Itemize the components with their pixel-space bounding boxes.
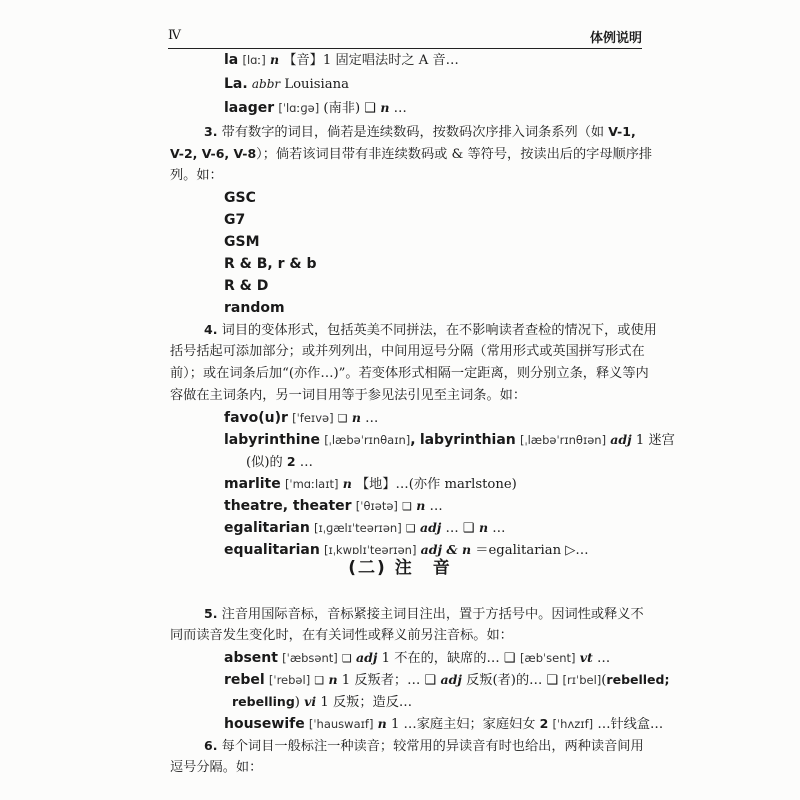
example-g7: G7 <box>224 212 246 228</box>
example-rb: R & B, r & b <box>224 256 317 272</box>
entry-equalitarian: equalitarian [ɪˌkwɒlɪˈteərɪən] adj & n ＝egalitarian ▷… <box>224 542 589 558</box>
example-gsm: GSM <box>224 234 260 250</box>
para5-line2: 同而读音发生变化时，在有关词性或释义前另注音标。如： <box>170 628 513 643</box>
entry-marlite: marlite [ˈmɑːlaɪt] n 【地】…(亦作 marlstone) <box>224 476 517 492</box>
page-number: Ⅳ <box>168 28 181 43</box>
section-heading-phonetics: (二) 注 音 <box>348 558 452 578</box>
entry-housewife: housewife [ˈhauswaɪf] n 1 …家庭主妇；家庭妇女 2 [ˈhʌzɪf] …针线盒… <box>224 716 664 732</box>
entry-favour: favo(u)r [ˈfeɪvə] ❑ n … <box>224 410 379 426</box>
para3-line1: 3. 带有数字的词目，倘若是连续数码，按数码次序排入词条系列（如 V-1, <box>204 124 636 140</box>
page-header <box>168 24 642 49</box>
entry-theatre: theatre, theater [ˈθɪətə] ❑ n … <box>224 498 443 514</box>
para4-line4: 容做在主词条内，另一词目用等于参见法引见至主词条。如： <box>170 388 527 403</box>
example-gsc: GSC <box>224 190 256 206</box>
entry-egalitarian: egalitarian [ɪˌɡælɪˈteərɪən] ❑ adj … ❑ n … <box>224 520 506 536</box>
running-title: 体例说明 <box>589 31 642 46</box>
para6-line2: 逗号分隔。如： <box>170 760 263 775</box>
entry-La: La. abbr Louisiana <box>224 76 349 92</box>
para4-line2: 括号括起可添加部分；或并列列出，中间用逗号分隔（常用形式或英国拼写形式在 <box>170 344 645 359</box>
example-rd: R & D <box>224 278 269 294</box>
entry-labyrinthine-cont: (似)的 2 … <box>246 454 313 470</box>
para3-line3: 列。如： <box>170 168 223 183</box>
para5-line1: 5. 注音用国际音标，音标紧接主词目注出，置于方括号中。因词性或释义不 <box>204 606 644 622</box>
entry-rebel: rebel [ˈrebəl] ❑ n 1 反叛者；… ❑ adj 反叛(者)的… ❑ [rɪˈbel](rebelled; <box>224 672 670 688</box>
entry-la: la [lɑː] n 【音】1 固定唱法时之 A 音… <box>224 52 459 68</box>
para4-line1: 4. 词目的变体形式，包括英美不同拼法，在不影响读者查检的情况下，或使用 <box>204 322 657 338</box>
entry-labyrinthine: labyrinthine [ˌlæbəˈrɪnθaɪn], labyrinthian [ˌlæbəˈrɪnθɪən] adj 1 迷宫 <box>224 432 675 448</box>
entry-rebel-cont: rebelling) vi 1 反叛；造反… <box>232 694 413 710</box>
para3-line2: V-2, V-6, V-8）；倘若该词目带有非连续数码或 & 等符号，按读出后的字母顺序排 <box>170 146 653 162</box>
example-random: random <box>224 300 285 316</box>
para6-line1: 6. 每个词目一般标注一种读音；较常用的异读音有时也给出，两种读音间用 <box>204 738 644 754</box>
entry-absent: absent [ˈæbsənt] ❑ adj 1 不在的，缺席的… ❑ [æbˈsent] vt … <box>224 650 611 666</box>
entry-laager: laager [ˈlɑːɡə] (南非) ❑ n … <box>224 100 407 116</box>
para4-line3: 前）；或在词条后加“(亦作…)”。若变体形式相隔一定距离，则分别立条，释义等内 <box>170 366 649 381</box>
